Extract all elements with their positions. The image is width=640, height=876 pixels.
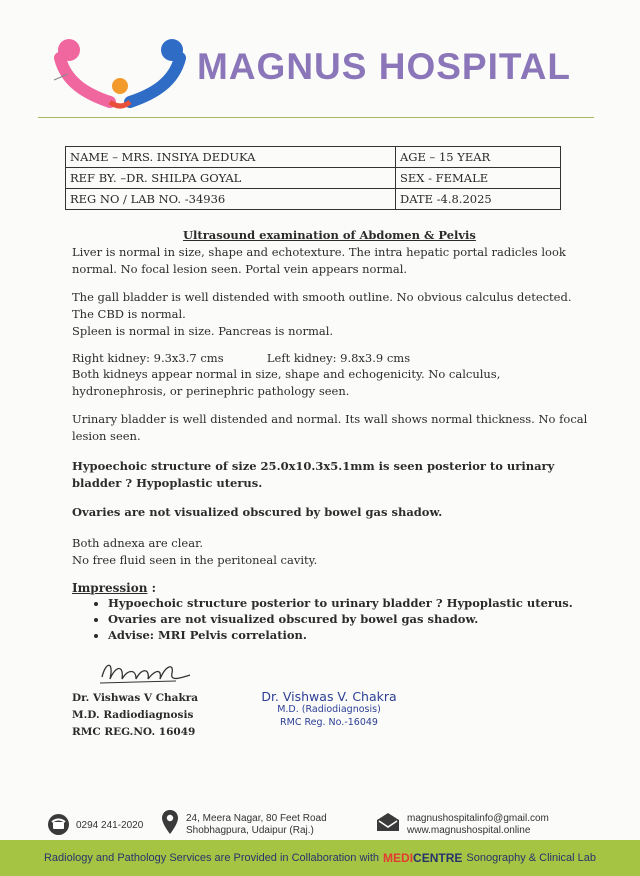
logo-blue-arc bbox=[130, 58, 180, 102]
footer-email[interactable]: magnushospitalinfo@gmail.com bbox=[407, 813, 549, 824]
header-divider bbox=[38, 117, 594, 118]
patient-age: AGE – 15 YEAR bbox=[396, 147, 561, 168]
text-line: Both kidneys appear normal in size, shape and echogenicity. No calculus, bbox=[72, 367, 501, 381]
referred-by: REF BY. –DR. SHILPA GOYAL bbox=[66, 168, 396, 189]
table-row bbox=[66, 168, 561, 189]
kidney-measurements bbox=[72, 350, 410, 367]
right-kidney-size: Right kidney: 9.3x3.7 cms bbox=[72, 351, 224, 365]
stamp-name: Dr. Vishwas V. Chakra bbox=[261, 689, 397, 704]
email-icon bbox=[376, 812, 400, 832]
patient-sex: SEX - FEMALE bbox=[396, 168, 561, 189]
patient-info-table bbox=[65, 146, 561, 210]
hospital-name: MAGNUS HOSPITAL bbox=[197, 46, 572, 87]
hospital-logo bbox=[52, 36, 188, 116]
list-item: • Advise: MRI Pelvis correlation. bbox=[108, 627, 640, 643]
signature-stroke bbox=[102, 665, 190, 679]
stamp-degree: M.D. (Radiodiagnosis) bbox=[277, 704, 381, 715]
logo-pink-arc bbox=[60, 58, 110, 102]
impression-title: Impression bbox=[72, 581, 148, 595]
location-icon bbox=[161, 809, 179, 835]
stamp-registration: RMC Reg. No.-16049 bbox=[280, 717, 378, 728]
footer-phone: 0294 241-2020 bbox=[76, 820, 144, 831]
signature-underline bbox=[100, 681, 176, 683]
adnexa-paragraph bbox=[72, 535, 317, 569]
collaboration-bar bbox=[0, 840, 640, 876]
list-item: • Ovaries are not visualized obscured by bowel gas shadow. bbox=[108, 611, 640, 627]
uterus-finding bbox=[72, 458, 554, 492]
gallbladder-paragraph bbox=[72, 289, 572, 340]
bladder-paragraph bbox=[72, 411, 587, 445]
collab-prefix: Radiology and Pathology Services are Provided in Collaboration with bbox=[43, 852, 380, 864]
text-line: Urinary bladder is well distended and normal. Its wall shows normal thickness. No focal bbox=[72, 412, 588, 426]
footer-web bbox=[407, 813, 549, 837]
list-item: • Hypoechoic structure posterior to urinary bladder ? Hypoplastic uterus. bbox=[108, 595, 640, 611]
text-line: hydronephrosis, or perinephric pathology seen. bbox=[72, 384, 350, 398]
text-line: bladder ? Hypoplastic uterus. bbox=[72, 476, 263, 490]
registration-number: REG NO / LAB NO. -34936 bbox=[66, 189, 396, 210]
doctor-registration: RMC REG.NO. 16049 bbox=[72, 726, 196, 738]
text-line: Hypoechoic structure of size 25.0x10.3x5.1mm is seen posterior to urinary bbox=[72, 459, 555, 473]
patient-name: NAME – MRS. INSIYA DEDUKA bbox=[66, 147, 396, 168]
collab-suffix: Sonography & Clinical Lab bbox=[466, 852, 597, 864]
text-line: The gall bladder is well distended with smooth outline. No obvious calculus detected. bbox=[72, 290, 572, 304]
address-line: Shobhagpura, Udaipur (Raj.) bbox=[186, 825, 314, 836]
doctor-degree: M.D. Radiodiagnosis bbox=[72, 709, 194, 721]
text-line: Spleen is normal in size. Pancreas is normal. bbox=[72, 324, 334, 338]
left-kidney-size: Left kidney: 9.8x3.9 cms bbox=[266, 351, 411, 365]
text-line: lesion seen. bbox=[72, 429, 141, 443]
medicentre-medi: MEDI bbox=[383, 851, 414, 865]
text-line: Both adnexa are clear. bbox=[72, 536, 203, 550]
ovary-finding: Ovaries are not visualized obscured by bowel gas shadow. bbox=[72, 505, 443, 519]
text-line: normal. No focal lesion seen. Portal vein appears normal. bbox=[72, 262, 408, 276]
impression-colon: : bbox=[147, 581, 157, 595]
report-title: Ultrasound examination of Abdomen & Pelvis bbox=[183, 228, 476, 242]
table-row bbox=[66, 189, 561, 210]
text-line: Liver is normal in size, shape and echotexture. The intra hepatic portal radicles look bbox=[72, 245, 566, 259]
logo-red-base bbox=[110, 102, 130, 106]
table-row bbox=[66, 147, 561, 168]
footer-address bbox=[186, 813, 327, 837]
logo-orange-dot bbox=[112, 78, 128, 94]
kidney-paragraph bbox=[72, 366, 500, 400]
text-line: The CBD is normal. bbox=[72, 307, 186, 321]
doctor-stamp bbox=[259, 690, 399, 729]
medicentre-centre: CENTRE bbox=[413, 851, 463, 865]
phone-icon bbox=[48, 814, 69, 835]
handwritten-signature bbox=[96, 655, 196, 689]
footer-website[interactable]: www.magnushospital.online bbox=[407, 825, 531, 836]
address-line: 24, Meera Nagar, 80 Feet Road bbox=[186, 813, 327, 824]
impression-heading bbox=[72, 581, 156, 595]
liver-paragraph bbox=[72, 244, 566, 278]
doctor-signature-block bbox=[72, 690, 198, 741]
impression-list bbox=[72, 595, 640, 643]
doctor-name: Dr. Vishwas V Chakra bbox=[72, 692, 199, 704]
report-date: DATE -4.8.2025 bbox=[396, 189, 561, 210]
text-line: No free fluid seen in the peritoneal cavity. bbox=[72, 553, 318, 567]
